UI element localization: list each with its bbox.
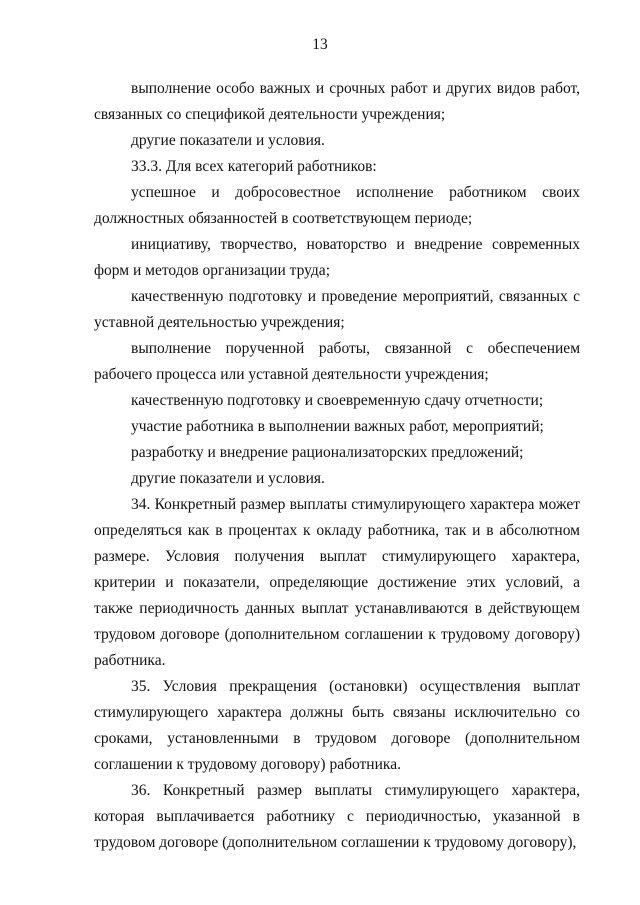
page-number: 13 (312, 36, 328, 53)
paragraph-other-indicators-1: другие показатели и условия. (131, 132, 325, 149)
paragraph-assigned-work: выполнение порученной работы, связанной с обеспечением рабочего процесса или уставной деятельности учреждения; (94, 340, 580, 383)
paragraph-event-preparation: качественную подготовку и проведение мероприятий, связанных с уставной деятельностью учреждения; (94, 288, 580, 331)
paragraph-section-35: 35. Условия прекращения (остановки) осуществления выплат стимулирующего характера должны быть связаны исключительно со сроками, установленными в трудовом договоре (дополнительном соглашении к трудовому договору) работника. (94, 678, 580, 773)
paragraph-diligent-performance: успешное и добросовестное исполнение работником своих должностных обязанностей в соответствующем периоде; (94, 184, 580, 227)
paragraph-section-33-3: 33.3. Для всех категорий работников: (131, 158, 377, 175)
paragraph-important-works: участие работника в выполнении важных работ, мероприятий; (131, 418, 544, 435)
paragraph-section-36: 36. Конкретный размер выплаты стимулирующего характера, которая выплачивается работнику с периодичностью, указанной в трудовом договоре (дополнительном соглашении к трудовому договору), (94, 782, 580, 851)
paragraph-special-works: выполнение особо важных и срочных работ и других видов работ, связанных со спецификой деятельности учреждения; (94, 80, 580, 123)
paragraph-section-34: 34. Конкретный размер выплаты стимулирующего характера может определяться как в процентах к окладу работника, так и в абсолютном размере. Условия получения выплат стимулирующего характера, критерии и показатели, определяющие достижение этих условий, а также периодичность данных выплат устанавливаются в действующем трудовом договоре (дополнительном соглашении к трудовому договору) работника. (94, 496, 580, 669)
paragraph-initiative: инициативу, творчество, новаторство и внедрение современных форм и методов организации труда; (94, 236, 580, 279)
document-body (94, 76, 580, 856)
paragraph-rationalization: разработку и внедрение рационализаторских предложений; (131, 444, 524, 461)
paragraph-reporting: качественную подготовку и своевременную сдачу отчетности; (131, 392, 544, 409)
paragraph-other-indicators-2: другие показатели и условия. (131, 470, 325, 487)
